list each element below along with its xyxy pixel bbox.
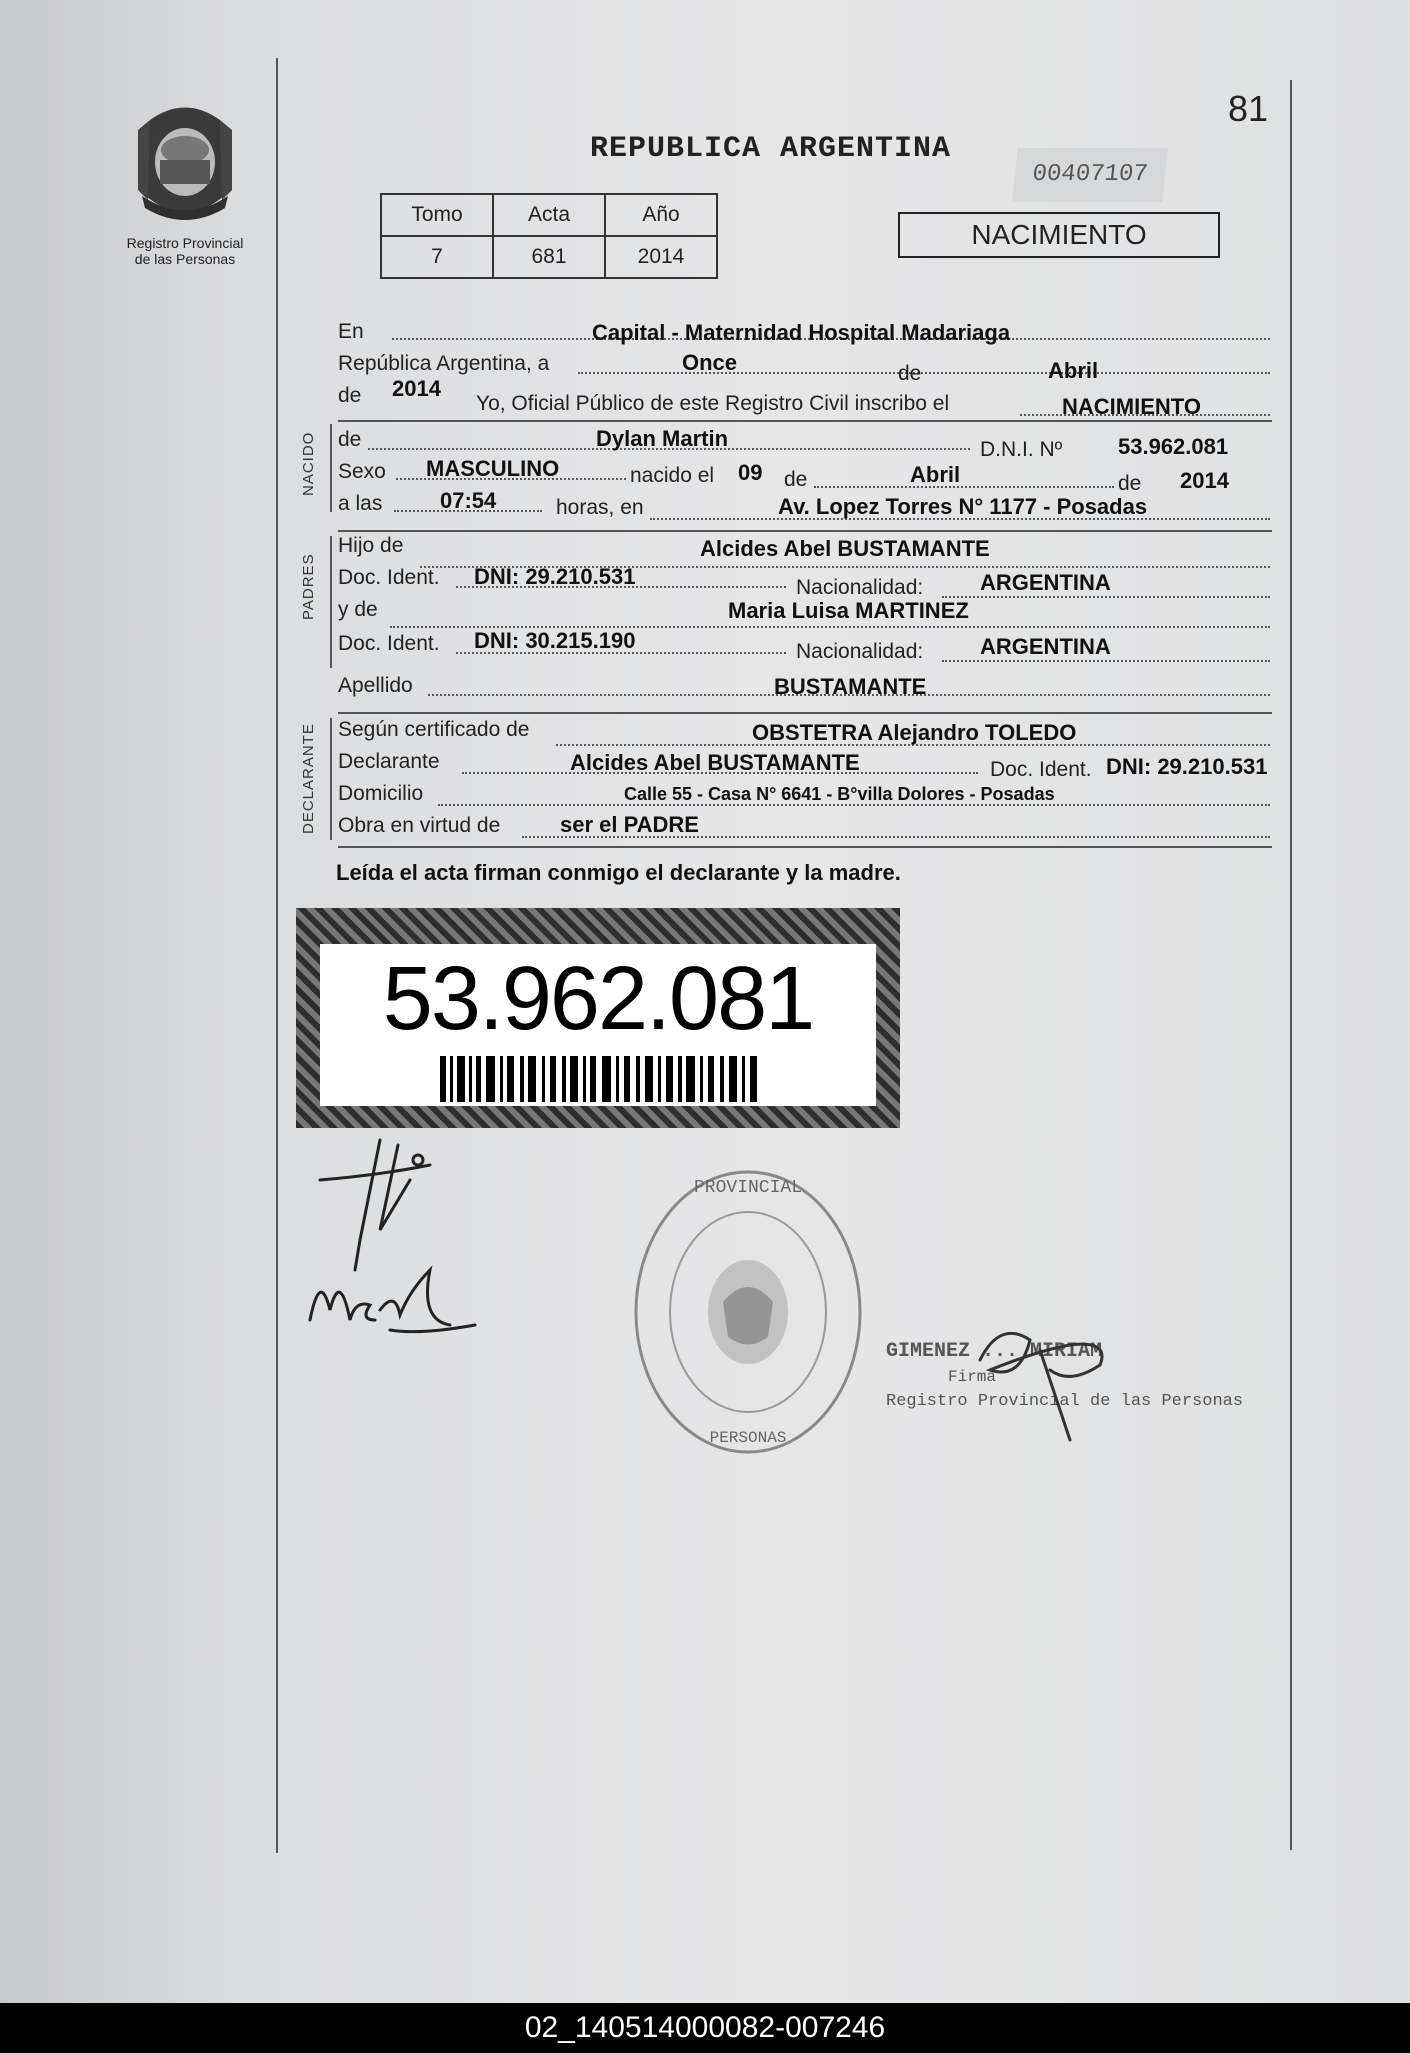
padre-value: Alcides Abel BUSTAMANTE [700,536,990,561]
nacido-section-label: NACIDO [300,431,317,496]
nacido-de-label-3: de [1118,472,1142,495]
official-office: Registro Provincial de las Personas [886,1392,1244,1411]
id-number-label [296,908,900,1128]
padres-section-bar [330,536,332,668]
divider-4 [338,846,1272,848]
domicilio-label: Domicilio [338,782,424,805]
padre-doc-label: Doc. Ident. [338,566,440,589]
madre-doc-value: DNI: 30.215.190 [474,628,636,653]
declarante-section-label: DECLARANTE [300,723,317,834]
nacido-de-label-2: de [784,468,808,491]
de-label: de [898,362,922,385]
dni-label: D.N.I. Nº [980,438,1063,461]
left-margin-line [276,58,278,1853]
yo-text: Yo, Oficial Público de este Registro Civil inscribo el [476,392,950,415]
dni-value: 53.962.081 [1118,434,1229,459]
madre-nac-dots [942,660,1270,662]
page-number: 81 [1228,88,1269,129]
header-anio: Año [605,194,717,236]
apellido-value: BUSTAMANTE [774,674,927,699]
padre-nac-label: Nacionalidad: [796,576,924,599]
republica-label: República Argentina, a [338,352,550,375]
closing-text: Leída el acta firman conmigo el declarante y la madre. [336,860,901,885]
declarante-value: Alcides Abel BUSTAMANTE [570,750,860,775]
divider-3 [338,712,1272,714]
barcode-icon [440,1056,760,1102]
obra-value: ser el PADRE [560,812,699,837]
logo-caption-line-2: de las Personas [134,251,236,267]
nacido-mes-value: Abril [910,462,961,487]
de-anio-label: de [338,384,362,407]
padre-doc-value: DNI: 29.210.531 [474,564,636,589]
country-title: REPUBLICA ARGENTINA [590,132,952,166]
padres-section-label: PADRES [300,553,317,620]
inscribo-value: NACIMIENTO [1062,394,1201,419]
divider-1 [338,420,1272,422]
hora-value: 07:54 [440,488,497,513]
en-label: En [338,320,364,343]
nacido-mes-dots [814,486,1114,488]
obra-label: Obra en virtud de [338,814,501,837]
padre-nac-value: ARGENTINA [980,570,1111,595]
logo-caption-line-1: Registro Provincial [126,235,244,251]
official-role: Firma [948,1368,997,1386]
horas-en-label: horas, en [556,496,644,519]
official-name: GIMENEZ ... MIRIAM [886,1340,1103,1363]
nacido-dia-value: 09 [738,460,763,485]
province-logo [110,100,260,267]
official-seal-stamp [628,1162,868,1462]
padre-nac-dots [942,596,1270,598]
nacido-el-label: nacido el [630,464,715,487]
record-type-box: NACIMIENTO [898,212,1220,258]
madre-doc-label: Doc. Ident. [338,632,440,655]
declarante-label: Declarante [338,750,440,773]
header-acta: Acta [493,194,605,236]
certificado-value: OBSTETRA Alejandro TOLEDO [752,720,1077,745]
nacido-de-label: de [338,428,362,451]
coat-of-arms-icon [130,100,240,230]
right-margin-line [1290,80,1292,1850]
value-acta: 681 [493,236,605,278]
id-label-inner [320,944,876,1106]
domicilio-value: Calle 55 - Casa N° 6641 - B°villa Dolores - Posadas [624,784,1055,804]
declarante-doc-label: Doc. Ident. [990,758,1092,781]
declarante-doc-value: DNI: 29.210.531 [1106,754,1268,779]
value-anio: 2014 [605,236,717,278]
madre-nac-value: ARGENTINA [980,634,1111,659]
official-signature [960,1310,1120,1450]
registry-table [380,193,718,279]
header-tomo: Tomo [381,194,493,236]
sexo-label: Sexo [338,460,386,483]
nombre-value: Dylan Martin [596,426,729,451]
id-number: 53.962.081 [382,949,814,1049]
nacido-section-bar [330,424,332,512]
declarante-section-bar [330,718,332,840]
madre-nac-label: Nacionalidad: [796,640,924,663]
y-de-label: y de [338,598,378,621]
serial-number: 00407107 [1012,148,1168,202]
file-id-footer: 02_140514000082-007246 [0,2003,1410,2053]
segun-label: Según certificado de [338,718,530,741]
divider-2 [338,530,1272,532]
svg-text:PERSONAS: PERSONAS [709,1429,787,1447]
mes-value: Abril [1048,358,1099,383]
apellido-label: Apellido [338,674,413,697]
hijo-de-label: Hijo de [338,534,404,557]
sexo-value: MASCULINO [426,456,560,481]
nacido-anio-value: 2014 [1180,468,1229,493]
svg-text:PROVINCIAL: PROVINCIAL [693,1178,803,1198]
a-las-label: a las [338,492,383,515]
madre-value: Maria Luisa MARTINEZ [728,598,969,623]
value-tomo: 7 [381,236,493,278]
handwritten-signatures [300,1120,500,1400]
lugar-value: Av. Lopez Torres N° 1177 - Posadas [778,494,1148,519]
dia-value: Once [682,350,738,375]
en-value: Capital - Maternidad Hospital Madariaga [592,320,1011,345]
anio-value: 2014 [392,376,441,401]
